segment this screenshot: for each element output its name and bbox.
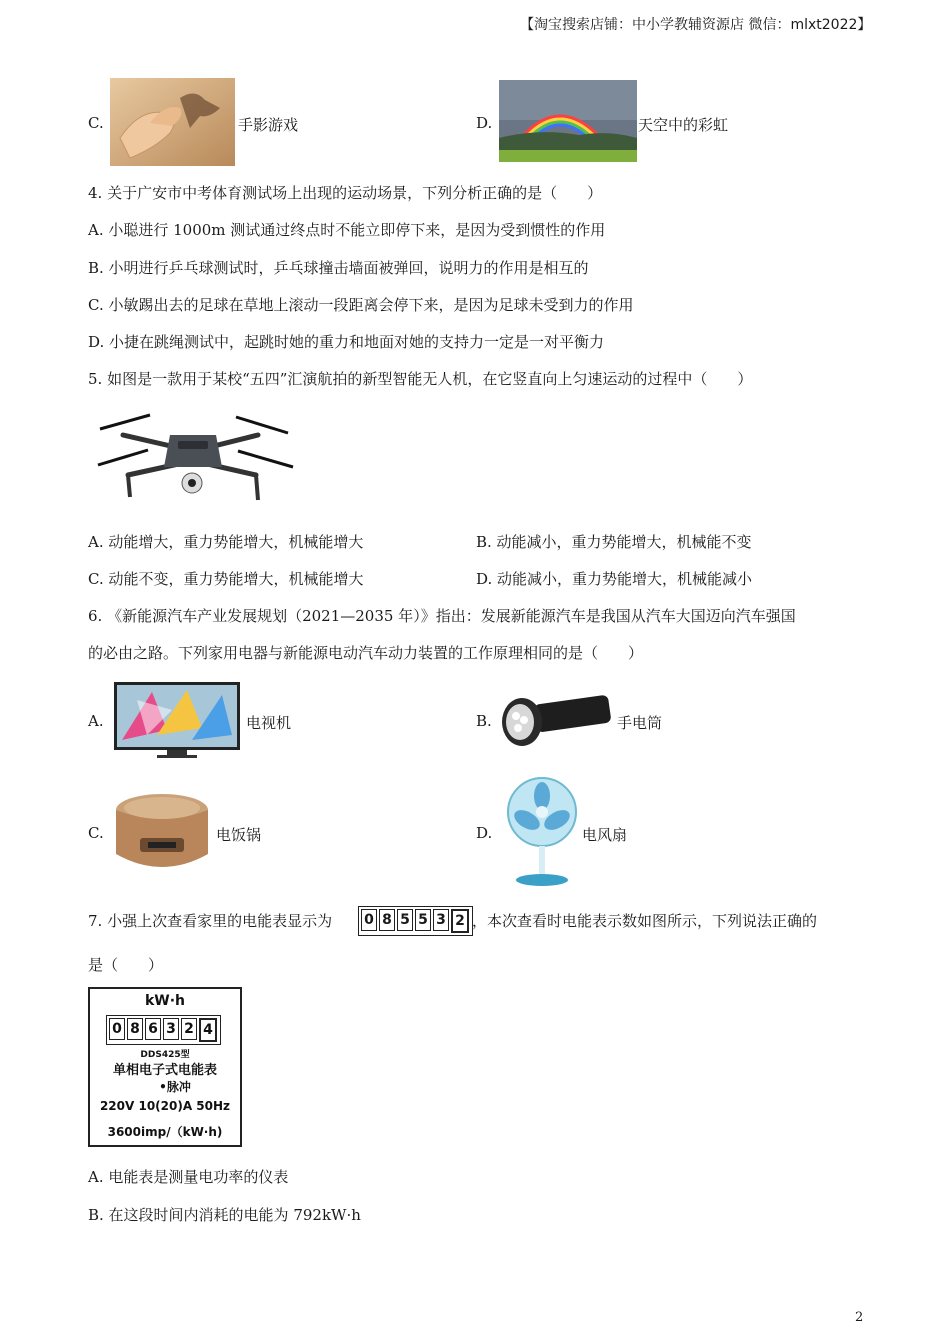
q6-option-c-label: 电饭锅 <box>216 826 262 844</box>
hand-shadow-photo <box>110 78 235 166</box>
q5-option-a: A. 动能增大，重力势能增大，机械能增大 <box>88 533 364 551</box>
q3-option-d-label: 天空中的彩虹 <box>638 116 729 134</box>
meter-name: 单相电子式电能表 <box>112 1063 217 1078</box>
q4-stem: 4. 关于广安市中考体育测试场上出现的运动场景，下列分析正确的是（ ） <box>88 184 603 202</box>
q7-stem-before: 7. 小强上次查看家里的电能表显示为 <box>88 912 333 930</box>
q6-option-c-letter: C. <box>88 824 104 842</box>
q4-option-b: B. 小明进行乒乓球测试时，乒乓球撞击墙面被弹回，说明力的作用是相互的 <box>88 259 589 277</box>
flashlight-icon <box>500 690 615 750</box>
previous-reading-digit: 5 <box>397 909 413 931</box>
tv-icon <box>112 680 242 760</box>
q6-option-b-letter: B. <box>476 712 492 730</box>
q6-option-b-label: 手电筒 <box>617 714 663 732</box>
electric-fan-icon <box>505 776 580 888</box>
meter-reading-box <box>106 1015 221 1045</box>
q3-option-d-letter: D. <box>476 114 493 132</box>
rice-cooker-icon <box>110 788 214 878</box>
q6-option-a-letter: A. <box>88 712 104 730</box>
q6-option-d-label: 电风扇 <box>582 826 628 844</box>
q5-stem: 5. 如图是一款用于某校“五四”汇演航拍的新型智能无人机，在它竖直向上匀速运动的过程中（ ） <box>88 370 753 388</box>
q5-option-c: C. 动能不变，重力势能增大，机械能增大 <box>88 570 364 588</box>
page-number: 2 <box>855 1310 864 1325</box>
q7-option-b: B. 在这段时间内消耗的电能为 792kW·h <box>88 1206 361 1224</box>
q7-option-a: A. 电能表是测量电功率的仪表 <box>88 1168 289 1186</box>
meter-pulse: •脉冲 <box>159 1080 191 1094</box>
previous-reading-digit: 8 <box>379 909 395 931</box>
previous-reading-digit: 0 <box>361 909 377 931</box>
q5-option-b: B. 动能减小，重力势能增大，机械能不变 <box>476 533 752 551</box>
meter-decimal-digit: 4 <box>199 1018 217 1042</box>
previous-reading-box <box>358 906 473 936</box>
q4-option-c: C. 小敏踢出去的足球在草地上滚动一段距离会停下来，是因为足球未受到力的作用 <box>88 296 634 314</box>
energy-meter-figure <box>88 987 242 1147</box>
meter-digit: 6 <box>145 1018 161 1040</box>
meter-model: DDS425型 <box>140 1050 190 1060</box>
rainbow-photo <box>499 80 637 162</box>
q7-stem-after: ，本次查看时电能表示数如图所示，下列说法正确的 <box>472 912 818 930</box>
meter-digit: 2 <box>181 1018 197 1040</box>
q6-option-a-label: 电视机 <box>246 714 292 732</box>
meter-unit: kW·h <box>144 993 186 1009</box>
q7-stem-line2: 是（ ） <box>88 956 164 974</box>
q3-option-c-label: 手影游戏 <box>238 116 299 134</box>
q6-option-d-letter: D. <box>476 824 493 842</box>
previous-reading-digit: 5 <box>415 909 431 931</box>
previous-reading-digit: 3 <box>433 909 449 931</box>
meter-digit: 8 <box>127 1018 143 1040</box>
meter-digit: 0 <box>109 1018 125 1040</box>
q4-option-a: A. 小聪进行 1000m 测试通过终点时不能立即停下来，是因为受到惯性的作用 <box>88 221 606 239</box>
q6-stem-line2: 的必由之路。下列家用电器与新能源电动汽车动力装置的工作原理相同的是（ ） <box>88 644 644 662</box>
drone-photo <box>88 405 296 510</box>
q5-option-d: D. 动能减小，重力势能增大，机械能减小 <box>476 570 753 588</box>
q6-stem-line1: 6. 《新能源汽车产业发展规划（2021—2035 年）》指出：发展新能源汽车是我国从汽车大国迈向汽车强国 <box>88 607 796 625</box>
meter-constant: 3600imp/（kW·h) <box>107 1125 223 1139</box>
meter-digit: 3 <box>163 1018 179 1040</box>
q4-option-d: D. 小捷在跳绳测试中，起跳时她的重力和地面对她的支持力一定是一对平衡力 <box>88 333 605 351</box>
header-watermark: 【淘宝搜索店铺：中小学教辅资源店 微信：mlxt2022】 <box>520 17 872 33</box>
meter-rating: 220V 10(20)A 50Hz <box>99 1099 231 1113</box>
previous-reading-decimal-digit: 2 <box>451 909 469 933</box>
q3-option-c-letter: C. <box>88 114 104 132</box>
